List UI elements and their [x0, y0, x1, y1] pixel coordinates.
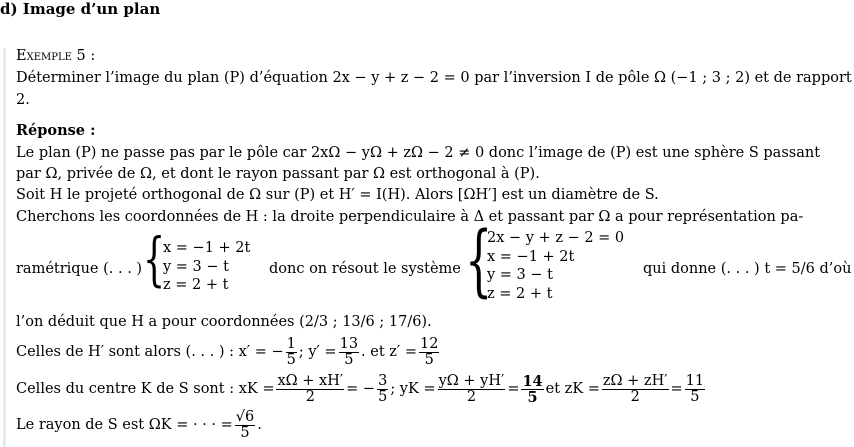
l8-text-e: et zK =	[545, 381, 600, 397]
frac-num: 1	[286, 335, 296, 352]
frac-num: √6	[235, 408, 255, 425]
answer-line-5-middle: donc on résout le système	[269, 261, 461, 277]
frac-den: 5	[378, 388, 388, 405]
l8-text-c: ; yK =	[390, 381, 436, 397]
frac-num: zΩ + zH′	[602, 372, 668, 389]
frac-den: 2	[630, 388, 640, 405]
frac-num: yΩ + yH′	[438, 372, 505, 389]
l8-text-d: =	[507, 381, 520, 397]
fraction-13-5	[339, 337, 359, 368]
answer-line-1: Le plan (P) ne passe pas par le pôle car 2xΩ − yΩ + zΩ − 2 ≠ 0 donc l’image de (P) est une sphère S passant	[16, 145, 821, 161]
frac-num: 12	[419, 335, 439, 352]
fraction-3-5	[377, 374, 388, 405]
answer-line-5-end: qui donne (. . . ) t = 5/6 d’où	[643, 261, 852, 277]
answer-line-9	[16, 403, 262, 447]
param-eq-x: x = −1 + 2t	[163, 240, 251, 256]
system-eq-2: x = −1 + 2t	[487, 248, 575, 265]
example-statement-line-2: 2.	[16, 92, 30, 108]
answer-label: Réponse :	[16, 122, 96, 139]
system-eq-3: y = 3 − t	[487, 267, 553, 283]
fraction-12-5	[419, 337, 439, 368]
answer-line-6: l’on déduit que H a pour coordonnées (2/3 ; 13/6 ; 17/6).	[16, 314, 432, 330]
fraction-yk	[438, 374, 506, 405]
frac-num: 13	[339, 335, 359, 352]
answer-line-4: Cherchons les coordonnées de H : la droite perpendiculaire à Δ et passant par Ω a pour représentation pa-	[16, 209, 804, 225]
frac-num: 14	[522, 372, 543, 390]
fraction-sqrt6-5	[235, 410, 255, 441]
fraction-zk	[602, 374, 669, 405]
system-eq-4: z = 2 + t	[487, 285, 553, 302]
answer-line-3: Soit H le projeté orthogonal de Ω sur (P) et H′ = I(H). Alors [ΩH′] est un diamètre de S.	[16, 187, 659, 203]
frac-den: 2	[466, 388, 477, 405]
equation-system	[487, 229, 624, 303]
frac-num: 11	[685, 372, 705, 389]
l9-text-a: Le rayon de S est ΩK = · · · =	[16, 417, 233, 433]
l7-text-c: . et z′ =	[361, 344, 417, 360]
frac-den: 5	[344, 351, 354, 368]
system-eq-1: 2x − y + z − 2 = 0	[487, 230, 625, 246]
answer-line-5-start: ramétrique (. . . )	[16, 261, 143, 277]
fraction-14-5	[521, 374, 543, 405]
frac-den: 5	[240, 424, 250, 441]
example-sidebar-bar	[3, 48, 6, 447]
l9-text-b: .	[257, 417, 262, 433]
parametric-system	[163, 239, 250, 295]
frac-den: 5	[527, 388, 538, 406]
section-heading: d) Image d’un plan	[0, 0, 161, 18]
frac-num: xΩ + xH′	[277, 372, 344, 389]
param-eq-z: z = 2 + t	[163, 277, 229, 293]
example-label: Exemple 5 :	[16, 48, 96, 64]
fraction-1-5	[286, 337, 297, 368]
param-left-brace: {	[143, 225, 166, 293]
param-eq-y: y = 3 − t	[163, 258, 229, 275]
l8-text-b: = −	[346, 381, 376, 397]
frac-den: 5	[286, 351, 296, 368]
l8-text-f: =	[670, 381, 683, 397]
system-left-brace: {	[465, 216, 493, 306]
frac-num: 3	[378, 372, 388, 389]
example-statement-line-1: Déterminer l’image du plan (P) d’équation 2x − y + z − 2 = 0 par l’inversion I de pôle Ω (−1 ; 3 ; 2) et de rapport	[16, 70, 852, 86]
fraction-11-5	[685, 374, 705, 405]
answer-line-2: par Ω, privée de Ω, et dont le rayon passant par Ω est orthogonal à (P).	[16, 166, 540, 182]
l7-text-a: Celles de H′ sont alors (. . . ) : x′ = −	[16, 344, 284, 360]
frac-den: 5	[690, 388, 700, 405]
frac-den: 2	[305, 388, 315, 405]
frac-den: 5	[424, 351, 434, 368]
l7-text-b: ; y′ =	[298, 344, 337, 360]
fraction-xk	[276, 374, 344, 405]
l8-text-a: Celles du centre K de S sont : xK =	[16, 381, 275, 397]
